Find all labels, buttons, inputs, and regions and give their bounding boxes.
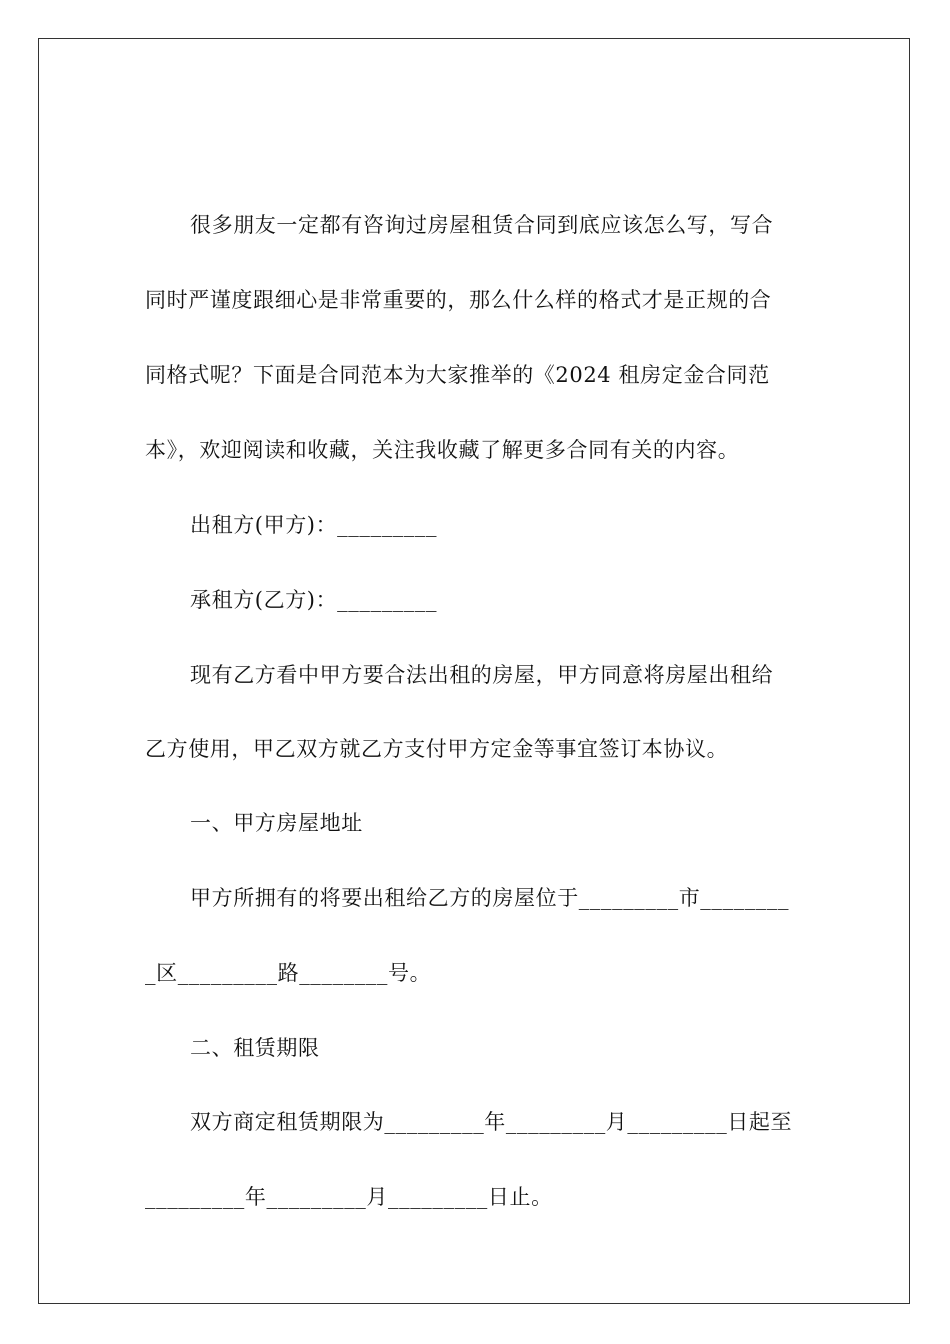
intro-line-3: 同格式呢？下面是合同范本为大家推举的《2024 租房定金合同范	[145, 363, 770, 387]
section2-heading: 二、租赁期限	[190, 1036, 320, 1060]
agreement-line-2: 乙方使用，甲乙双方就乙方支付甲方定金等事宜签订本协议。	[145, 737, 729, 761]
lessee-line: 承租方(乙方)：_________	[190, 588, 438, 612]
section1-heading: 一、甲方房屋地址	[190, 811, 363, 835]
intro-line-4: 本》，欢迎阅读和收藏，关注我收藏了解更多合同有关的内容。	[145, 438, 740, 462]
intro-line-2: 同时严谨度跟细心是非常重要的，那么什么样的格式才是正规的合	[145, 288, 772, 312]
section2-line-1: 双方商定租赁期限为_________年_________月_________日起至	[190, 1110, 793, 1134]
lessor-line: 出租方(甲方)：_________	[190, 513, 438, 537]
section2-line-2: _________年_________月_________日止。	[145, 1185, 553, 1209]
section1-line-1: 甲方所拥有的将要出租给乙方的房屋位于_________市________	[190, 886, 790, 910]
agreement-line-1: 现有乙方看中甲方要合法出租的房屋，甲方同意将房屋出租给	[190, 663, 774, 687]
intro-line-1: 很多朋友一定都有咨询过房屋租赁合同到底应该怎么写，写合	[190, 213, 774, 237]
section1-line-2: _区_________路________号。	[145, 961, 432, 985]
